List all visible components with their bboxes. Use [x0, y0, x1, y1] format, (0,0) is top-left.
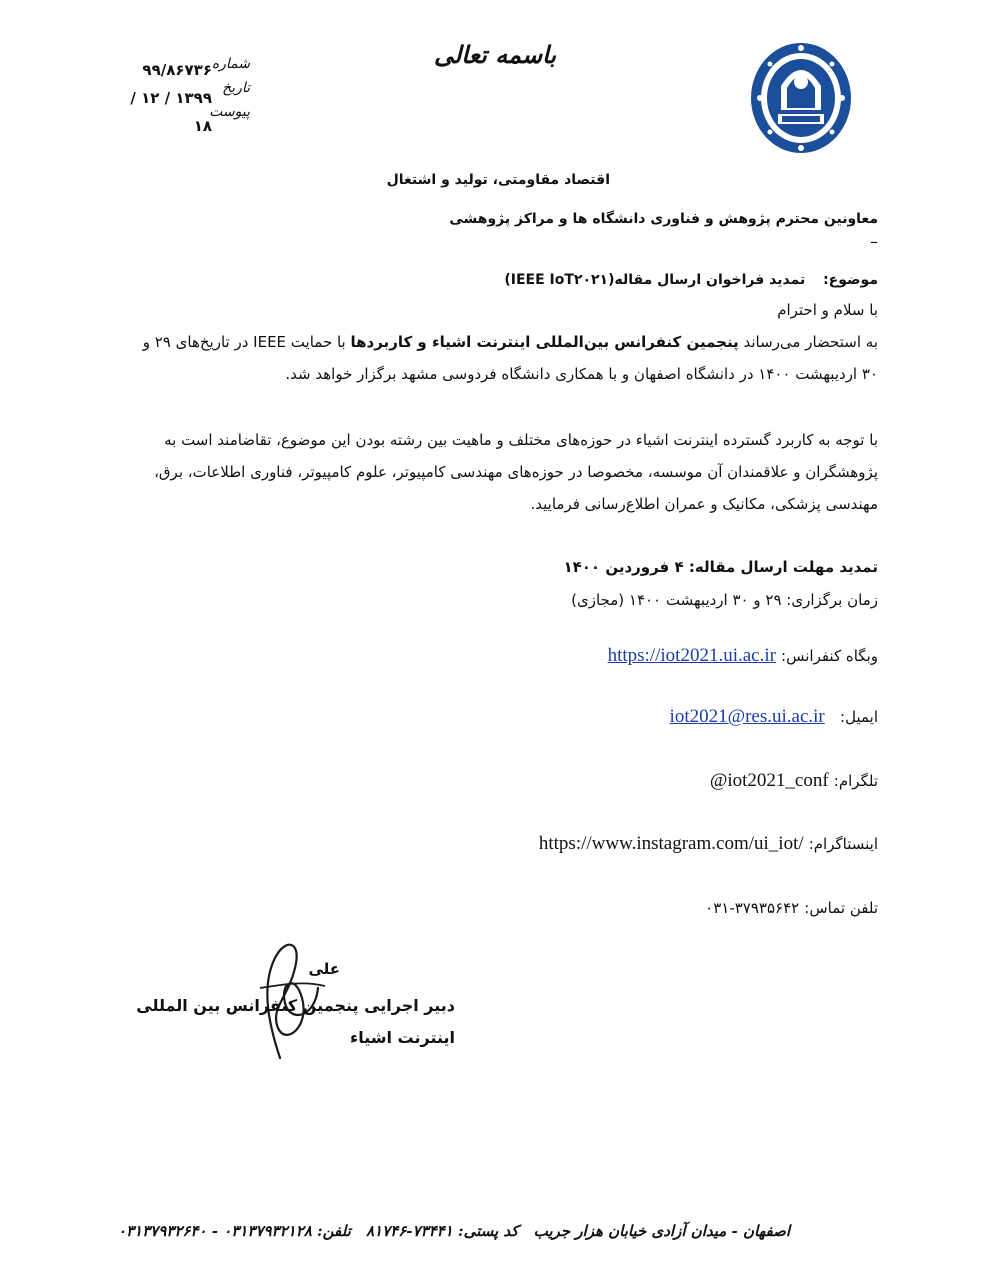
website-row — [400, 645, 878, 667]
paragraph-intro: به استحضار می‌رساند پنجمین کنفرانس بین‌المللی اینترنت اشیاء و کاربردها با حمایت IEEE در تاریخ‌های ۲۹ و ۳۰ اردیبهشت ۱۴۰۰ در دانشگاه اصفهان و با همکاری دانشگاه فردوسی مشهد برگزار خواهد شد. — [142, 333, 878, 383]
separator-dash: – — [870, 232, 878, 251]
telegram-label: تلگرام: — [833, 772, 878, 790]
phone-row — [400, 898, 878, 917]
subject-label: موضوع: — [823, 272, 878, 288]
phone-number: ۰۳۱-۳۷۹۳۵۶۴۲ — [705, 899, 800, 917]
subject-text: تمدید فراخوان ارسال مقاله(IEEE IoT۲۰۲۱) — [504, 272, 806, 288]
telegram-handle: @iot2021_conf — [709, 770, 829, 791]
phone-label: تلفن تماس: — [804, 899, 878, 917]
university-logo — [748, 40, 854, 156]
footer-address — [117, 1222, 790, 1240]
greeting: با سلام و احترام — [777, 301, 878, 319]
number-label: شماره — [211, 56, 250, 72]
deadline-line: تمدید مهلت ارسال مقاله: ۴ فروردین ۱۴۰۰ — [563, 558, 878, 576]
email-row — [400, 706, 878, 728]
signer-title: دبیر اجرایی پنجمین کنفرانس بین المللی اینترنت اشیاء — [136, 996, 455, 1047]
letter-date: ۱۳۹۹ / ۱۲ / ۱۸ — [130, 89, 212, 135]
footer-phone: تلفن: ۰۳۱۳۷۹۳۲۱۲۸ - ۰۳۱۳۷۹۳۲۶۴۰ — [117, 1222, 351, 1240]
instagram-row — [400, 833, 878, 855]
email-label: ایمیل: — [840, 708, 878, 726]
recipient: معاونین محترم پژوهش و فناوری دانشگاه ها و مراکز پژوهشی — [449, 211, 878, 227]
instagram-url: https://www.instagram.com/ui_iot/ — [538, 833, 804, 854]
letter-number: ۹۹/۸۶۷۳۶ — [142, 61, 212, 79]
venue-line: زمان برگزاری: ۲۹ و ۳۰ اردیبهشت ۱۴۰۰ (مجازی) — [571, 591, 878, 609]
conference-name: پنجمین کنفرانس بین‌المللی اینترنت اشیاء و کاربردها — [350, 333, 739, 351]
email-link[interactable]: iot2021@res.ui.ac.ir — [669, 706, 825, 727]
paragraph-request: با توجه به کاربرد گسترده اینترنت اشیاء در حوزه‌های مختلف و ماهیت بین رشته بودن این موضوع، تقاضامند است به پژوهشگران و علاقمندان آن موسسه، مخصوصا در حوزه‌های مهندسی کامپیوتر، علوم کامپیوتر، فناوری اطلاعات، برق، مهندسی پزشکی، مکانیک و عمران اطلاع‌رسانی فرمایید. — [154, 431, 878, 513]
signer-name: علی — [308, 960, 340, 978]
telegram-row — [400, 770, 878, 792]
bismillah-heading: باسمه تعالی — [433, 40, 557, 69]
website-label: وبگاه کنفرانس: — [781, 647, 878, 665]
letter-meta-values — [112, 56, 212, 140]
footer-address-text: اصفهان - میدان آزادی خیابان هزار جریب — [533, 1222, 790, 1240]
slogan: اقتصاد مقاومتی، تولید و اشتغال — [386, 172, 610, 188]
attachment-label: پیوست — [209, 104, 250, 120]
footer-postal: کد پستی: ۷۳۴۴۱-۸۱۷۴۶ — [365, 1222, 519, 1240]
date-label: تاریخ — [222, 80, 250, 96]
instagram-label: اینستاگرام: — [808, 835, 878, 853]
subject-line — [130, 264, 878, 296]
letter-meta-labels — [210, 52, 250, 124]
website-link[interactable]: https://iot2021.ui.ac.ir — [607, 645, 776, 666]
